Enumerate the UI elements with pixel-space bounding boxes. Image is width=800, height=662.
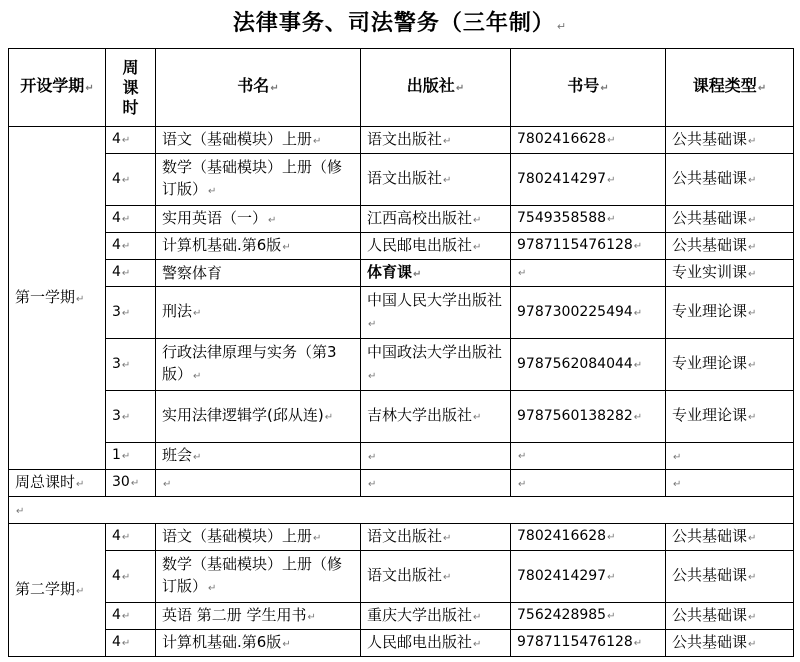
- hours-cell: 4↵: [106, 551, 156, 603]
- table-row: [9, 524, 794, 551]
- textbook-table: [8, 48, 794, 657]
- table-row: [9, 630, 794, 657]
- isbn-cell: 7562428985↵: [511, 603, 666, 630]
- hours-cell: 3↵: [106, 391, 156, 443]
- isbn-cell: 7549358588↵: [511, 206, 666, 233]
- isbn-cell: 7802416628↵: [511, 524, 666, 551]
- header-weekly-hours: 周 课 时: [106, 49, 156, 127]
- header-course-type: 课程类型↵: [666, 49, 794, 127]
- hours-cell: 1↵: [106, 443, 156, 470]
- empty-cell: ↵: [511, 470, 666, 497]
- type-cell: 公共基础课↵: [666, 206, 794, 233]
- type-cell: 公共基础课↵: [666, 233, 794, 260]
- book-cell: 数学（基础模块）上册（修订版）↵: [156, 551, 361, 603]
- book-cell: 实用法律逻辑学(邱从连)↵: [156, 391, 361, 443]
- type-cell: 公共基础课↵: [666, 630, 794, 657]
- publisher-cell: 重庆大学出版社↵: [361, 603, 511, 630]
- empty-cell: ↵: [361, 470, 511, 497]
- weekly-total-row: [9, 470, 794, 497]
- publisher-cell: 人民邮电出版社↵: [361, 233, 511, 260]
- isbn-cell: 9787562084044↵: [511, 339, 666, 391]
- book-cell: 警察体育: [156, 260, 361, 287]
- header-isbn: 书号↵: [511, 49, 666, 127]
- spacer-row: [9, 497, 794, 524]
- publisher-cell: 中国人民大学出版社↵: [361, 287, 511, 339]
- type-cell: 公共基础课↵: [666, 603, 794, 630]
- publisher-cell: 江西高校出版社↵: [361, 206, 511, 233]
- hours-cell: 4↵: [106, 603, 156, 630]
- page-title: 法律事务、司法警务（三年制） ↵: [232, 11, 568, 36]
- hours-cell: 3↵: [106, 287, 156, 339]
- publisher-cell: 中国政法大学出版社↵: [361, 339, 511, 391]
- type-cell: 公共基础课↵: [666, 154, 794, 206]
- hours-cell: 4↵: [106, 233, 156, 260]
- table-row: [9, 154, 794, 206]
- publisher-cell: 体育课↵: [361, 260, 511, 287]
- book-cell: 英语 第二册 学生用书↵: [156, 603, 361, 630]
- publisher-cell: 人民邮电出版社↵: [361, 630, 511, 657]
- book-cell: 班会↵: [156, 443, 361, 470]
- empty-cell: ↵: [156, 470, 361, 497]
- spacer-cell: ↵: [9, 497, 794, 524]
- table-row: [9, 260, 794, 287]
- hours-cell: 4↵: [106, 260, 156, 287]
- book-cell: 实用英语（一）↵: [156, 206, 361, 233]
- publisher-cell: 吉林大学出版社↵: [361, 391, 511, 443]
- book-cell: 语文（基础模块）上册↵: [156, 524, 361, 551]
- table-row: [9, 127, 794, 154]
- type-cell: ↵: [666, 443, 794, 470]
- hours-cell: 4↵: [106, 206, 156, 233]
- table-row: [9, 339, 794, 391]
- hours-cell: 4↵: [106, 630, 156, 657]
- table-row: [9, 391, 794, 443]
- semester-2-label: 第二学期↵: [9, 524, 106, 657]
- publisher-cell: 语文出版社↵: [361, 551, 511, 603]
- type-cell: 专业实训课↵: [666, 260, 794, 287]
- weekly-total-hours: 30↵: [106, 470, 156, 497]
- table-row: [9, 206, 794, 233]
- table-row: [9, 443, 794, 470]
- table-row: [9, 233, 794, 260]
- type-cell: 专业理论课↵: [666, 391, 794, 443]
- type-cell: 公共基础课↵: [666, 524, 794, 551]
- isbn-cell: ↵: [511, 260, 666, 287]
- publisher-cell: 语文出版社↵: [361, 524, 511, 551]
- book-cell: 语文（基础模块）上册↵: [156, 127, 361, 154]
- header-book-title: 书名↵: [156, 49, 361, 127]
- header-row: [9, 49, 794, 127]
- empty-cell: ↵: [666, 470, 794, 497]
- isbn-cell: 9787115476128↵: [511, 630, 666, 657]
- book-cell: 数学（基础模块）上册（修订版）↵: [156, 154, 361, 206]
- header-publisher: 出版社↵: [361, 49, 511, 127]
- isbn-cell: 7802414297↵: [511, 551, 666, 603]
- publisher-cell: ↵: [361, 443, 511, 470]
- isbn-cell: ↵: [511, 443, 666, 470]
- table-row: [9, 603, 794, 630]
- isbn-cell: 9787115476128↵: [511, 233, 666, 260]
- publisher-cell: 语文出版社↵: [361, 154, 511, 206]
- table-row: [9, 287, 794, 339]
- hours-cell: 4↵: [106, 524, 156, 551]
- book-cell: 计算机基础.第6版↵: [156, 233, 361, 260]
- book-cell: 行政法律原理与实务（第3版）↵: [156, 339, 361, 391]
- book-cell: 刑法↵: [156, 287, 361, 339]
- hours-cell: 3↵: [106, 339, 156, 391]
- book-cell: 计算机基础.第6版↵: [156, 630, 361, 657]
- header-semester: 开设学期↵: [9, 49, 106, 127]
- table-row: [9, 551, 794, 603]
- type-cell: 公共基础课↵: [666, 551, 794, 603]
- semester-1-label: 第一学期↵: [9, 127, 106, 470]
- isbn-cell: 7802416628↵: [511, 127, 666, 154]
- type-cell: 专业理论课↵: [666, 287, 794, 339]
- hours-cell: 4↵: [106, 127, 156, 154]
- type-cell: 专业理论课↵: [666, 339, 794, 391]
- type-cell: 公共基础课↵: [666, 127, 794, 154]
- isbn-cell: 9787560138282↵: [511, 391, 666, 443]
- weekly-total-label: 周总课时↵: [9, 470, 106, 497]
- publisher-cell: 语文出版社↵: [361, 127, 511, 154]
- hours-cell: 4↵: [106, 154, 156, 206]
- isbn-cell: 7802414297↵: [511, 154, 666, 206]
- isbn-cell: 9787300225494↵: [511, 287, 666, 339]
